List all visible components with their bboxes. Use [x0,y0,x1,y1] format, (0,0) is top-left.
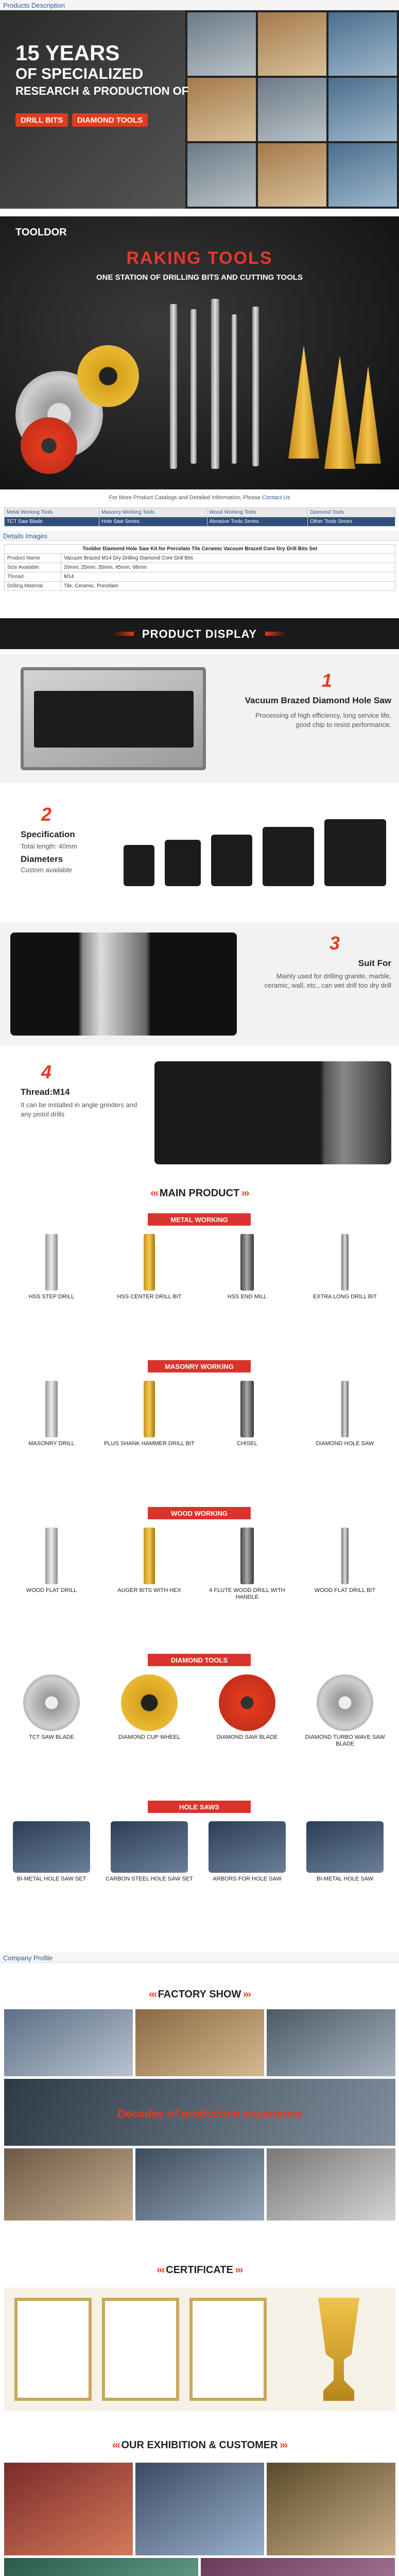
category-table [4,507,395,527]
product-image [111,1821,188,1873]
spec-key: Product Name [5,554,61,563]
category-link[interactable]: Hole Saw Series [99,517,207,527]
feature-number: 1 [322,670,333,691]
tag-diamond-tools: DIAMOND TOOLS [72,113,148,127]
category-ribbon: HOLE SAWS [148,1801,251,1813]
product-label: CARBON STEEL HOLE SAW SET [106,1876,193,1882]
spec-value: Tile, Ceramic, Porcelain [61,582,395,591]
product-card[interactable] [103,1674,196,1741]
spec-key: Thread [5,572,61,582]
category-ribbon: WOOD WORKING [148,1507,251,1519]
step-drill-image [324,355,355,469]
drill-bit-image [190,309,197,464]
heading-decoration: ‹‹‹ [149,1989,158,2000]
factory-show-heading [0,1989,399,2001]
drill-bit-image [252,307,259,466]
exhibition-title: OUR EXHIBITION & CUSTOMER [121,2439,278,2451]
product-image [219,1674,275,1731]
factory-photo [135,2009,264,2076]
product-image [240,1528,254,1584]
workshop-photo [258,143,326,207]
heading-decoration: ‹‹‹ [150,1188,160,1199]
category-ribbon: METAL WORKING [148,1213,251,1226]
product-label: WOOD FLAT DRILL BIT [314,1587,376,1594]
product-image [341,1528,349,1584]
thread-closeup-image [154,1061,391,1164]
banner-left-panel [0,10,185,209]
product-card[interactable] [201,1234,293,1300]
banner-title-line: RESEARCH & PRODUCTION OF [15,84,189,97]
product-label: BI-METAL HOLE SAW SET [16,1876,86,1882]
product-card[interactable] [299,1821,391,1883]
product-label: DIAMOND TURBO WAVE SAW BLADE [305,1734,385,1747]
product-image [144,1381,155,1437]
certificate-heading [0,2264,399,2276]
certificate-title: CERTIFICATE [166,2264,233,2276]
cup-wheel-image [77,345,139,407]
category-link[interactable]: Metal Working Tools [5,508,99,517]
certificate-image [102,2298,179,2401]
product-display-panel-2 [0,788,399,917]
feature-description: Mainly used for drilling granite, marble, ceramic, wall, etc., can wet drill too dry drill [264,972,391,989]
category-link[interactable]: Other Tools Series [308,517,395,527]
category-link[interactable]: Diamond Tools [308,508,395,517]
banner-title [15,41,283,99]
main-product-heading [0,1188,399,1199]
factory-photo [4,2148,133,2221]
feature-number: 2 [41,804,52,825]
product-card[interactable] [201,1674,293,1741]
product-display-heading [0,618,399,649]
spec-value: Vacuum Brazed M14 Dry Drilling Diamond Core Drill Bits [61,554,395,563]
category-link[interactable]: TCT Saw Blade [5,517,99,527]
exhibition-photo [4,2558,198,2576]
product-card[interactable] [299,1674,391,1748]
tool-case-image [21,667,206,770]
section-title-company-profile: Company Profile [0,1953,399,1963]
feature-description: It can be installed in angle grinders and any pistol drills [21,1101,137,1118]
workshop-photo [328,12,397,76]
exhibition-photo [267,2463,395,2555]
factory-photo [135,2148,264,2221]
category-link[interactable]: Wood Working Tools [207,508,308,517]
exhibition-heading [0,2439,399,2451]
workshop-photo-grid [185,10,399,209]
workshop-photo [187,143,256,207]
product-label: BI-METAL HOLE SAW [316,1876,374,1882]
product-card[interactable] [299,1381,391,1447]
heading-decoration: ››› [277,2439,287,2451]
drill-bit-image [211,299,219,469]
product-image [45,1381,58,1437]
product-card[interactable] [103,1381,196,1447]
banner-title-line: 15 YEARS [15,41,120,65]
product-card[interactable] [5,1528,98,1594]
certificate-image [189,2298,267,2401]
tag-drill-bits: DRILL BITS [15,113,68,127]
product-label: MASONRY DRILL [28,1440,75,1447]
banner-subtitle: ONE STATION OF DRILLING BITS AND CUTTING TOOLS [96,273,303,282]
spec-key: Size Available [5,563,61,572]
spec-value: M14 [61,572,395,582]
product-display-panel-1 [0,654,399,783]
product-label: HSS CENTER DRILL BIT [117,1294,182,1300]
feature-title: Thread:M14 [21,1087,70,1097]
exhibition-photo [135,2463,264,2555]
category-ribbon: DIAMOND TOOLS [148,1654,251,1666]
exhibition-photo [4,2463,133,2555]
feature-number: 4 [41,1061,52,1082]
catalog-info-text: For More Product Catalogs and Detailed Information, Please [109,495,261,501]
product-image [306,1821,384,1873]
drill-bit-image [232,314,237,464]
hole-saw-size-row [124,819,391,886]
factory-show-title: FACTORY SHOW [158,1989,241,2000]
factory-photo [267,2009,395,2076]
product-display-panel-3 [0,922,399,1046]
section-title-products-description: Products Description [0,0,399,10]
spec-title: Tooldor Diamond Hole Saw Kit for Porcelain Tile Ceramic Vacuum Brazed Core Dry Drill Bits Set [5,545,395,554]
feature-title: Specification [21,829,75,839]
feature-description: Processing of high efficiency, long service life, good chip to resist performance. [255,711,391,728]
product-card[interactable] [201,1381,293,1447]
main-product-title: MAIN PRODUCT [159,1188,240,1199]
feature-title: Vacuum Brazed Diamond Hole Saw [245,696,391,705]
product-card[interactable] [103,1821,196,1883]
feature-title: Diameters [21,854,63,864]
product-image [144,1234,155,1291]
hole-saw-closeup-image [10,933,237,1036]
product-image [240,1381,254,1437]
heading-decoration: ››› [241,1989,250,2000]
heading-decoration: ››› [233,2264,242,2276]
product-card[interactable] [5,1821,98,1883]
product-image [341,1234,349,1291]
product-banner [0,216,399,489]
product-label: HSS STEP DRILL [28,1294,75,1300]
heading-decoration: ‹‹‹ [112,2439,122,2451]
product-label: EXTRA LONG DRILL BIT [313,1294,377,1300]
company-banner [0,10,399,209]
product-image [13,1821,90,1873]
factory-photo [4,2009,133,2076]
exhibition-photo-grid [4,2463,395,2576]
product-image [121,1674,178,1731]
factory-photo [267,2148,395,2221]
feature-title: Suit For [358,958,391,968]
product-image [144,1528,155,1584]
contact-us-link[interactable]: Contact Us [262,495,290,501]
product-label: DIAMOND HOLE SAW [316,1440,374,1447]
diamond-blade-image [21,417,77,474]
product-card[interactable] [5,1381,98,1447]
trophy-image [313,2298,365,2401]
drill-bit-image [170,304,177,469]
product-image [23,1674,80,1731]
banner-title-line: OF SPECIALIZED [15,65,144,82]
heading-decoration: ››› [239,1188,249,1199]
product-card[interactable] [299,1528,391,1594]
product-image [209,1821,286,1873]
product-card[interactable] [5,1234,98,1300]
heading-decoration [265,632,286,636]
feature-description: Total length: 40mm [21,842,77,850]
heading-decoration: ‹‹‹ [157,2264,166,2276]
category-ribbon: MASONRY WORKING [148,1360,251,1372]
factory-caption: Decades of production experience [117,2107,303,2120]
product-card[interactable] [299,1234,391,1300]
product-label: DIAMOND SAW BLADE [216,1734,278,1740]
section-title-details-images: Details Images [0,531,399,541]
feature-description: Custom available [21,866,72,874]
certificate-row [4,2287,395,2411]
product-label: ARBORS FOR HOLE SAW [213,1876,282,1882]
spec-key: Drilling Material [5,582,61,591]
product-label: DIAMOND CUP WHEEL [118,1734,181,1740]
certificate-image [14,2298,92,2401]
factory-photo-grid [4,2009,395,2226]
product-label: 4 FLUTE WOOD DRILL WITH HANDLE [209,1587,285,1600]
product-label: CHISEL [237,1440,257,1447]
category-link[interactable]: Masonry Working Tools [99,508,207,517]
step-drill-image [288,345,319,459]
catalog-info [0,495,399,501]
product-label: TCT SAW BLADE [28,1734,75,1740]
product-image [45,1528,58,1584]
product-card[interactable] [103,1234,196,1300]
product-card[interactable] [103,1528,196,1594]
workshop-photo [328,78,397,141]
brand-logo: TOOLDOR [15,227,67,238]
product-label: AUGER BITS WITH HEX [117,1587,181,1594]
product-display-panel-4 [0,1051,399,1175]
workshop-photo [328,143,397,207]
category-link[interactable]: Abrasive Tools Series [207,517,308,527]
product-label: PLUS SHANK HAMMER DRILL BIT [104,1440,195,1447]
product-card[interactable] [201,1528,293,1601]
product-card[interactable] [5,1674,98,1741]
spec-table [4,544,395,591]
feature-number: 3 [329,933,340,954]
banner-headline: RAKING TOOLS [126,248,273,268]
product-card[interactable] [201,1821,293,1883]
product-image [240,1234,254,1291]
step-drill-image [355,366,381,464]
product-image [45,1234,58,1291]
product-display-title: PRODUCT DISPLAY [142,628,257,640]
product-label: WOOD FLAT DRILL [26,1587,77,1594]
product-image [317,1674,373,1731]
product-image [341,1381,349,1437]
product-label: HSS END MILL [227,1294,267,1300]
spec-value: 20mm, 25mm, 35mm, 45mm, 68mm [61,563,395,572]
exhibition-photo [201,2558,395,2576]
